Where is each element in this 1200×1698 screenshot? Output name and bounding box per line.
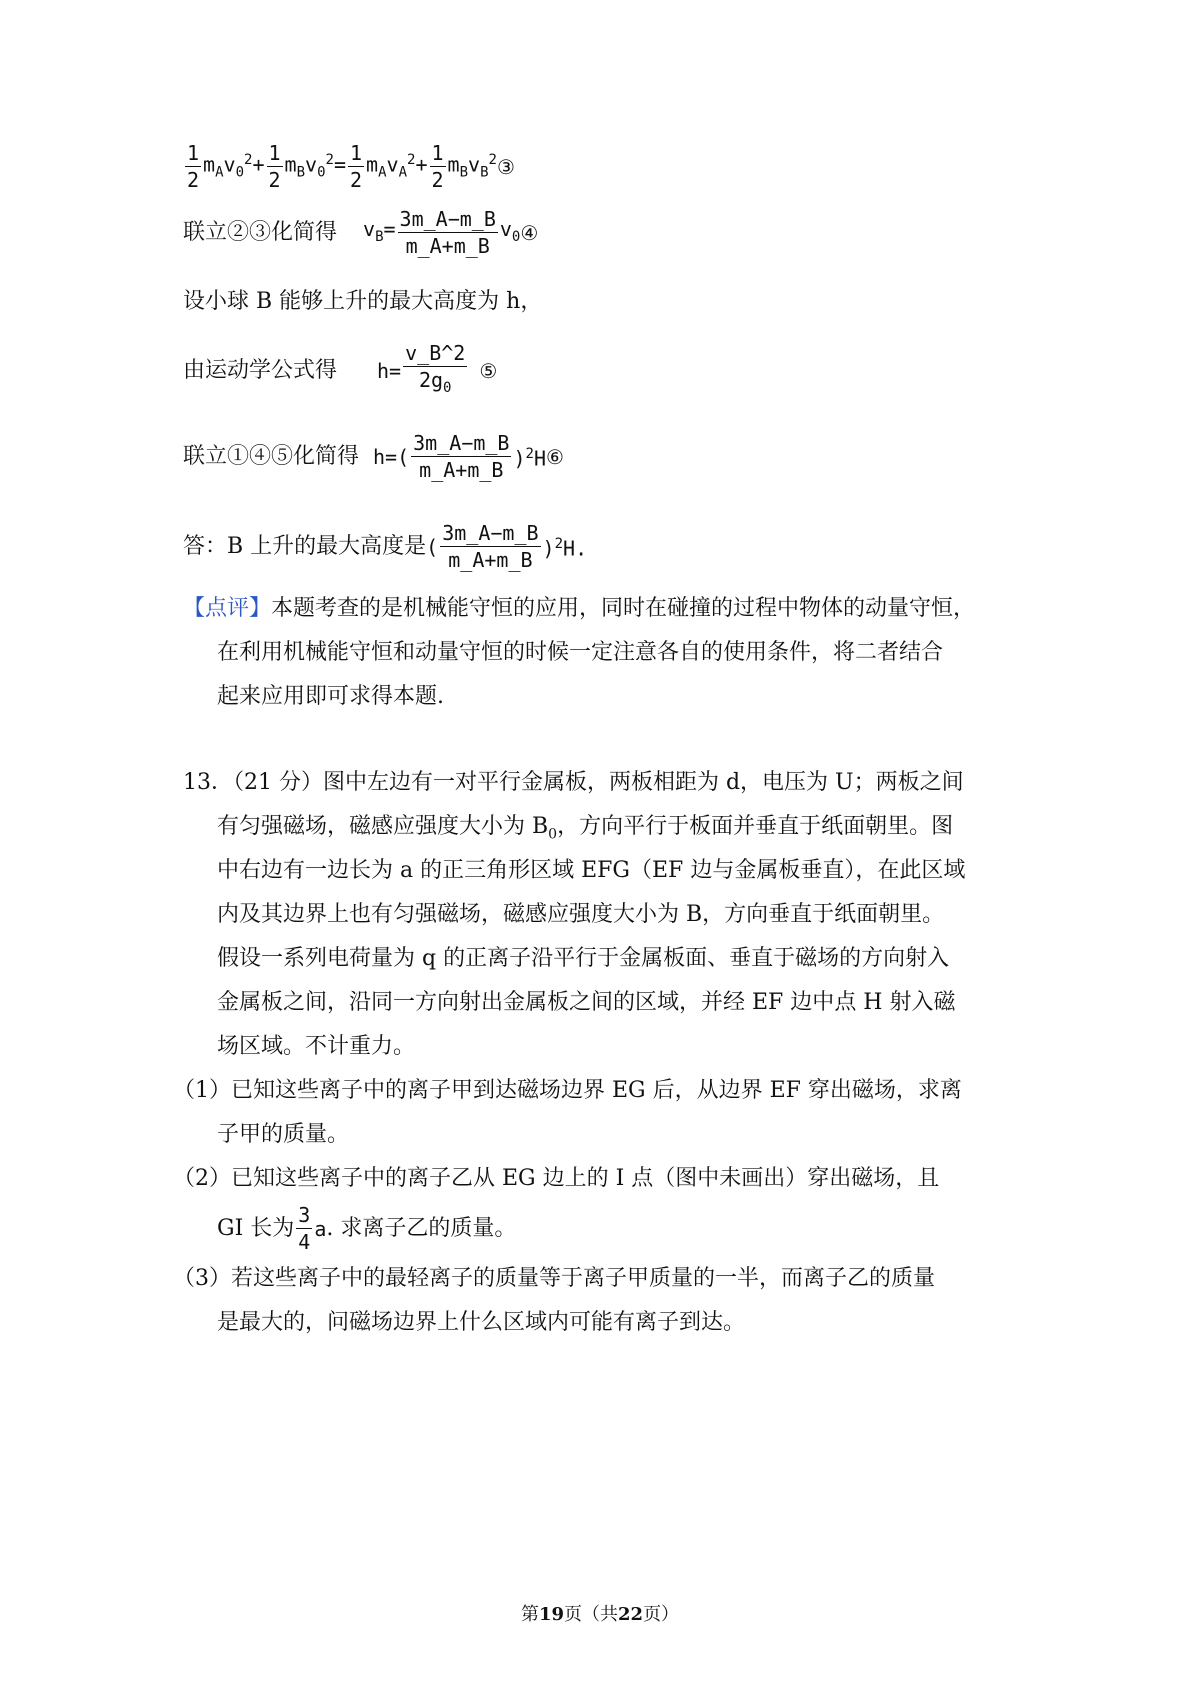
- vb-fraction: $\frac{3m\_A-m\_B}{m\_A+m\_B}$: [399, 207, 496, 258]
- h-equation-line: 由运动学公式得 h= $\frac{v\_B\^{}2}{2g_0}$ ⑤: [183, 340, 497, 401]
- q3-line-2: 是最大的，问磁场边界上什么区域内可能有离子到达。: [217, 1310, 746, 1335]
- review-tag: 【点评】: [183, 596, 272, 621]
- h-intro: 设小球 B 能够上升的最大高度为 h，: [183, 289, 543, 314]
- problem13-line-5: 假设一系列电荷量为 q 的正离子沿平行于金属板面、垂直于磁场的方向射入: [217, 946, 950, 971]
- equation-mark: ④: [520, 220, 539, 245]
- answer-line: 答：B 上升的最大高度是 ( $\frac{3m\_A-m\_B}{m\_A+m\_B}$ )$^2$H.: [183, 521, 588, 572]
- q1-line-1: （1）已知这些离子中的离子甲到达磁场边界 EG 后，从边界 EF 穿出磁场，求离: [173, 1078, 962, 1103]
- problem13-line-7: 场区域。不计重力。: [217, 1034, 416, 1059]
- answer-label: 答：B 上升的最大高度是: [183, 533, 427, 559]
- vb-equation-line: 联立②③化简得 $v_B=$ $\frac{3m\_A-m\_B}{m\_A+m\_B}$ $v_0$ ④: [183, 207, 539, 258]
- fraction-half-1: $\frac{1}{2}$: [187, 141, 200, 192]
- fraction-half-2: $\frac{1}{2}$: [268, 141, 281, 192]
- energy-equation: $\frac{1}{2}$ $m_Av_0^2+$ $\frac{1}{2}$ $m_Bv_0^2=$ $\frac{1}{2}$ $m_Av_A^2+$ $\frac{1}{2}$ $m_Bv_B^2$ ③: [187, 141, 515, 192]
- review-line-2: 在利用机械能守恒和动量守恒的时候一定注意各自的使用条件，将二者结合: [217, 640, 944, 665]
- review-line-1: 【点评】本题考查的是机械能守恒的应用，同时在碰撞的过程中物体的动量守恒，: [183, 596, 976, 621]
- equation-mark: ⑤: [479, 358, 498, 383]
- problem13-line-6: 金属板之间，沿同一方向射出金属板之间的区域，并经 EF 边中点 H 射入磁: [217, 990, 956, 1015]
- fraction-half-4: $\frac{1}{2}$: [431, 141, 444, 192]
- problem13-line-4: 内及其边界上也有匀强磁场，磁感应强度大小为 B，方向垂直于纸面朝里。: [217, 902, 945, 927]
- h2-equation-line: 联立①④⑤化简得 h=( $\frac{3m\_A-m\_B}{m\_A+m\_B}$ )$^2$H ⑥: [183, 431, 564, 482]
- problem13-line-1: 13．（21 分）图中左边有一对平行金属板，两板相距为 d，电压为 U；两板之间: [183, 770, 964, 795]
- page-number: 19: [538, 1604, 564, 1625]
- page-footer: 第19页（共22页）: [520, 1604, 680, 1625]
- answer-fraction: $\frac{3m\_A-m\_B}{m\_A+m\_B}$: [442, 521, 539, 572]
- review-line-3: 起来应用即可求得本题.: [217, 684, 444, 709]
- q2-line-1: （2）已知这些离子中的离子乙从 EG 边上的 I 点（图中未画出）穿出磁场，且: [173, 1166, 940, 1191]
- q3-line-1: （3）若这些离子中的最轻离子的质量等于离子甲质量的一半，而离子乙的质量: [173, 1266, 935, 1291]
- problem13-line-3: 中右边有一边长为 a 的正三角形区域 EFG（EF 边与金属板垂直），在此区域: [217, 858, 966, 883]
- h2-label: 联立①④⑤化简得: [183, 443, 360, 469]
- problem13-line-2: 有匀强磁场，磁感应强度大小为 $B_0$，方向平行于板面并垂直于纸面朝里。图: [217, 814, 954, 843]
- h2-fraction: $\frac{3m\_A-m\_B}{m\_A+m\_B}$: [413, 431, 510, 482]
- fraction-half-3: $\frac{1}{2}$: [350, 141, 363, 192]
- vb-label: 联立②③化简得: [183, 219, 338, 245]
- page-total: 22: [618, 1604, 644, 1625]
- q2-fraction: $\frac{3}{4}$: [298, 1203, 311, 1254]
- q2-line-2: GI 长为 $\frac{3}{4}$ a . 求离子乙的质量。: [217, 1203, 517, 1254]
- equation-mark: ③: [496, 154, 515, 179]
- q1-line-2: 子甲的质量。: [217, 1122, 350, 1147]
- h-label: 由运动学公式得: [183, 357, 338, 383]
- h-fraction: $\frac{v\_B\^{}2}{2g_0}$: [405, 341, 466, 396]
- equation-mark: ⑥: [546, 444, 564, 469]
